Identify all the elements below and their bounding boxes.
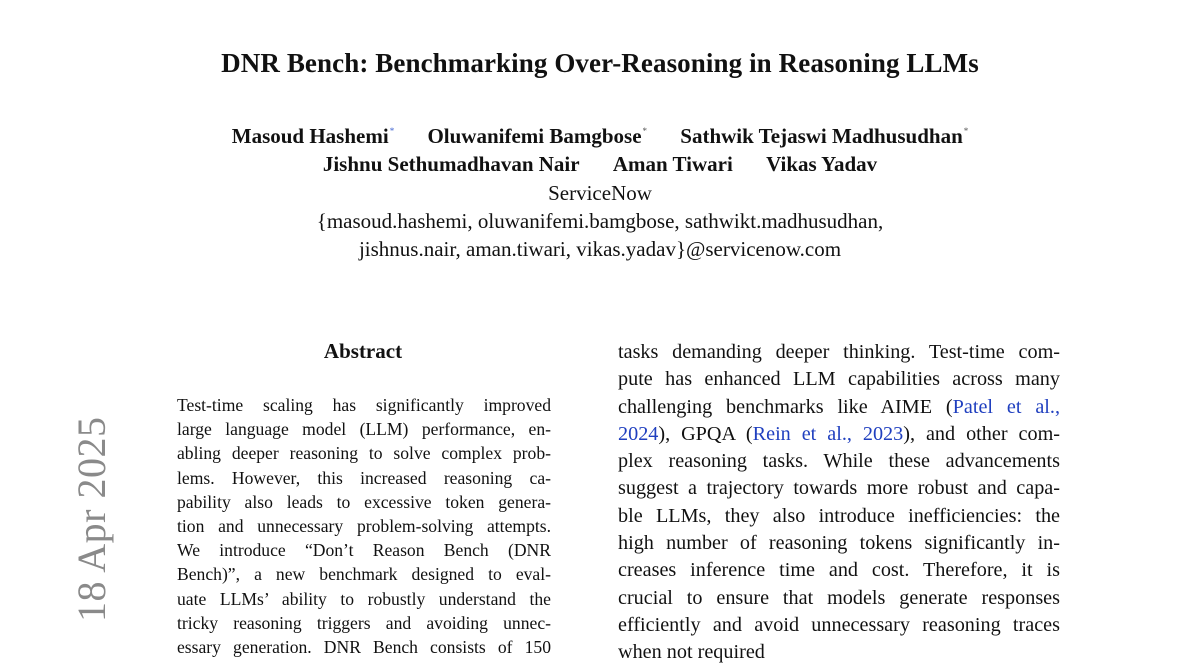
- intro-line: pute has enhanced LLM capabilities across many: [618, 368, 1060, 391]
- author-row-1: [0, 124, 1200, 149]
- author: [680, 124, 968, 149]
- abstract-heading: Abstract: [323, 339, 403, 363]
- intro-line: ble LLMs, they also introduce inefficiencies: the: [618, 504, 1060, 527]
- intro-text: ), GPQA (: [658, 422, 753, 445]
- abstract-line: We introduce “Don’t Reason Bench (DNR: [177, 540, 551, 561]
- arxiv-date-stamp: 18 Apr 2025: [69, 416, 114, 622]
- intro-line: [618, 421, 1060, 448]
- intro-line: suggest a trajectory towards more robust and capa-: [618, 477, 1060, 500]
- abstract-line: Bench)”, a new benchmark designed to eval-: [177, 564, 551, 585]
- abstract-line: abling deeper reasoning to solve complex prob-: [177, 443, 551, 464]
- author-name: Aman Tiwari: [612, 152, 733, 176]
- author: [427, 124, 647, 149]
- equal-contribution-mark: *: [963, 126, 969, 136]
- author-name: Oluwanifemi Bamgbose: [427, 124, 642, 148]
- abstract-line: pability also leads to excessive token genera-: [177, 491, 551, 512]
- abstract-line: uate LLMs’ ability to robustly understand the: [177, 588, 551, 609]
- paper-title: DNR Bench: Benchmarking Over-Reasoning in Reasoning LLMs: [221, 48, 979, 78]
- abstract-line: essary generation. DNR Bench consists of 150: [177, 637, 551, 658]
- author-name: Masoud Hashemi: [231, 124, 389, 148]
- intro-line: efficiently and avoid unnecessary reasoning traces: [618, 613, 1060, 636]
- abstract-line: large language model (LLM) performance, en-: [177, 419, 551, 440]
- equal-contribution-mark[interactable]: *: [389, 126, 395, 136]
- intro-line: [618, 394, 1060, 421]
- abstract-body: [177, 393, 551, 659]
- abstract-line: tricky reasoning triggers and avoiding unnec-: [177, 612, 551, 633]
- introduction-text: [618, 339, 1060, 667]
- intro-text: ), and other com-: [903, 422, 1060, 445]
- abstract-line: tion and unnecessary problem-solving attempts.: [177, 516, 551, 537]
- author-name: Jishnu Sethumadhavan Nair: [322, 152, 580, 176]
- intro-line: crucial to ensure that models generate responses: [618, 586, 1060, 609]
- intro-line: when not required: [618, 641, 765, 664]
- affiliation: ServiceNow: [548, 181, 652, 205]
- intro-line: creases inference time and cost. Therefore, it is: [618, 559, 1060, 582]
- citation-link[interactable]: Rein et al., 2023: [752, 422, 904, 445]
- intro-text: challenging benchmarks like AIME (: [618, 395, 953, 418]
- author-emails: {masoud.hashemi, oluwanifemi.bamgbose, sathwikt.madhusudhan,: [316, 209, 884, 233]
- author-emails: jishnus.nair, aman.tiwari, vikas.yadav}@servicenow.com: [358, 237, 842, 261]
- abstract-line: lems. However, this increased reasoning ca-: [177, 467, 551, 488]
- author: [232, 124, 394, 149]
- citation-link[interactable]: 2024: [618, 422, 659, 445]
- author-row-2: [0, 152, 1200, 177]
- intro-line: tasks demanding deeper thinking. Test-time com-: [618, 341, 1060, 363]
- author-name: Sathwik Tejaswi Madhusudhan: [680, 124, 963, 148]
- intro-line: high number of reasoning tokens significantly in-: [618, 532, 1060, 555]
- equal-contribution-mark: *: [642, 126, 648, 136]
- intro-line: plex reasoning tasks. While these advancements: [618, 450, 1060, 473]
- author-name: Vikas Yadav: [766, 152, 878, 176]
- abstract-line: Test-time scaling has significantly improved: [177, 395, 551, 415]
- citation-link[interactable]: Patel et al.,: [952, 395, 1060, 418]
